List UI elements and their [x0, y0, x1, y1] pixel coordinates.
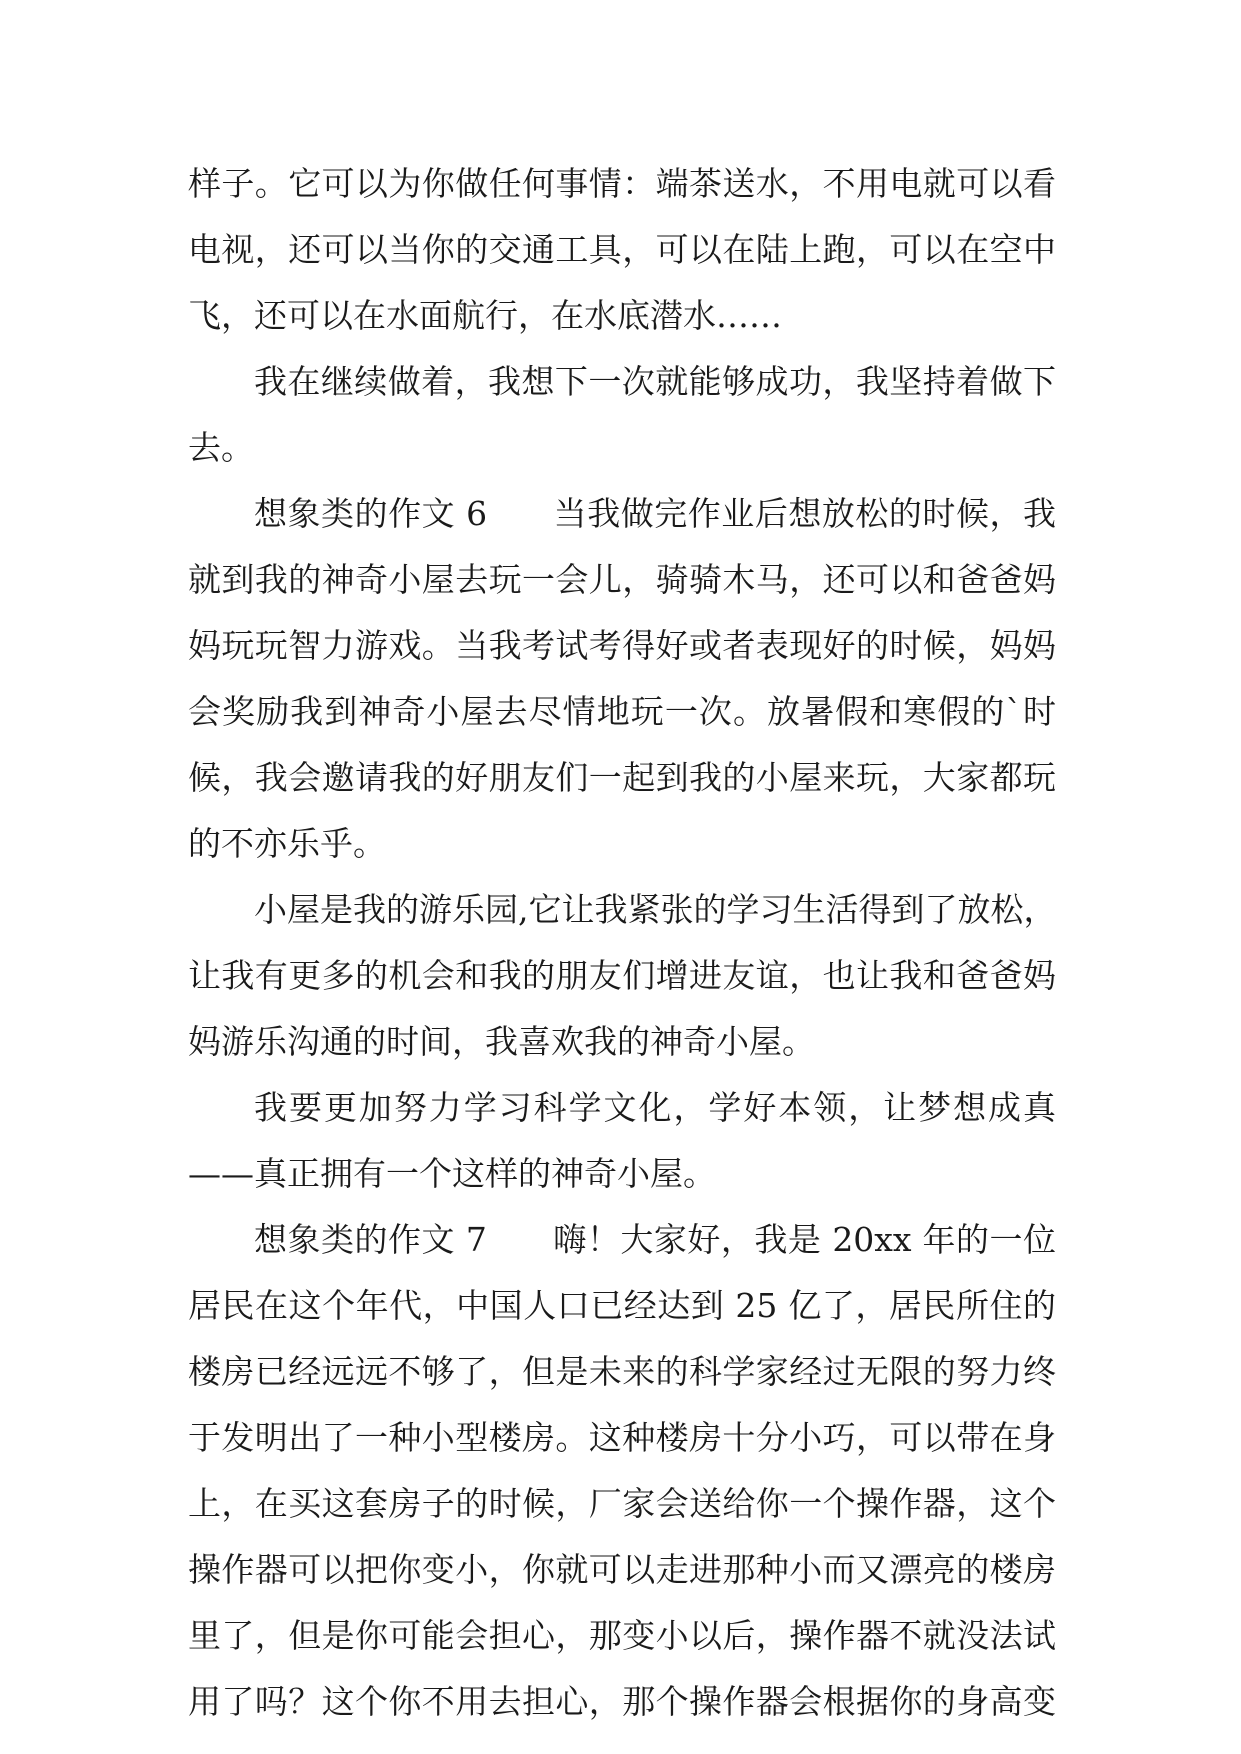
text-line: 上，在买这套房子的时候，厂家会送给你一个操作器，这个	[188, 1484, 1056, 1523]
text-line: 于发明出了一种小型楼房。这种楼房十分小巧，可以带在身	[188, 1418, 1056, 1457]
essay-heading-line	[188, 481, 1056, 547]
text-line: 电视，还可以当你的交通工具，可以在陆上跑，可以在空中	[188, 230, 1056, 269]
text-line: 的不亦乐乎。	[188, 824, 386, 863]
essay-heading: 想象类的作文 7	[254, 1220, 487, 1259]
text-line: 我在继续做着，我想下一次就能够成功，我坚持着做下	[254, 362, 1056, 401]
text-line: 我要更加努力学习科学文化，学好本领，让梦想成真	[254, 1088, 1056, 1127]
text-span: 嗨！大家好，我是 20xx 年的一位	[552, 1220, 1056, 1259]
text-line: 用了吗？这个你不用去担心，那个操作器会根据你的身高变	[188, 1682, 1056, 1721]
text-line: 楼房已经远远不够了，但是未来的科学家经过无限的努力终	[188, 1352, 1056, 1391]
text-line: 小屋是我的游乐园,它让我紧张的学习生活得到了放松，	[254, 890, 1057, 929]
text-line: 飞，还可以在水面航行，在水底潜水……	[188, 296, 782, 335]
text-line: 样子。它可以为你做任何事情：端茶送水，不用电就可以看	[188, 164, 1056, 203]
text-line: 居民在这个年代，中国人口已经达到 25 亿了，居民所住的	[188, 1286, 1056, 1325]
text-line: 妈玩玩智力游戏。当我考试考得好或者表现好的时候，妈妈	[188, 626, 1056, 665]
document-body	[188, 151, 1056, 1735]
essay-heading-line	[188, 1207, 1056, 1273]
text-line: 候，我会邀请我的好朋友们一起到我的小屋来玩，大家都玩	[188, 758, 1056, 797]
text-line: 妈游乐沟通的时间，我喜欢我的神奇小屋。	[188, 1022, 815, 1061]
essay-heading: 想象类的作文 6	[254, 494, 488, 533]
text-line: 让我有更多的机会和我的朋友们增进友谊，也让我和爸爸妈	[188, 956, 1056, 995]
text-line: 里了，但是你可能会担心，那变小以后，操作器不就没法试	[188, 1616, 1056, 1655]
text-line: 去。	[188, 428, 254, 467]
text-line: 会奖励我到神奇小屋去尽情地玩一次。放暑假和寒假的`时	[188, 692, 1056, 731]
text-span: 当我做完作业后想放松的时候，我	[553, 494, 1056, 533]
text-line: ——真正拥有一个这样的神奇小屋。	[188, 1154, 716, 1193]
text-line: 就到我的神奇小屋去玩一会儿，骑骑木马，还可以和爸爸妈	[188, 560, 1056, 599]
text-line: 操作器可以把你变小，你就可以走进那种小而又漂亮的楼房	[188, 1550, 1056, 1589]
